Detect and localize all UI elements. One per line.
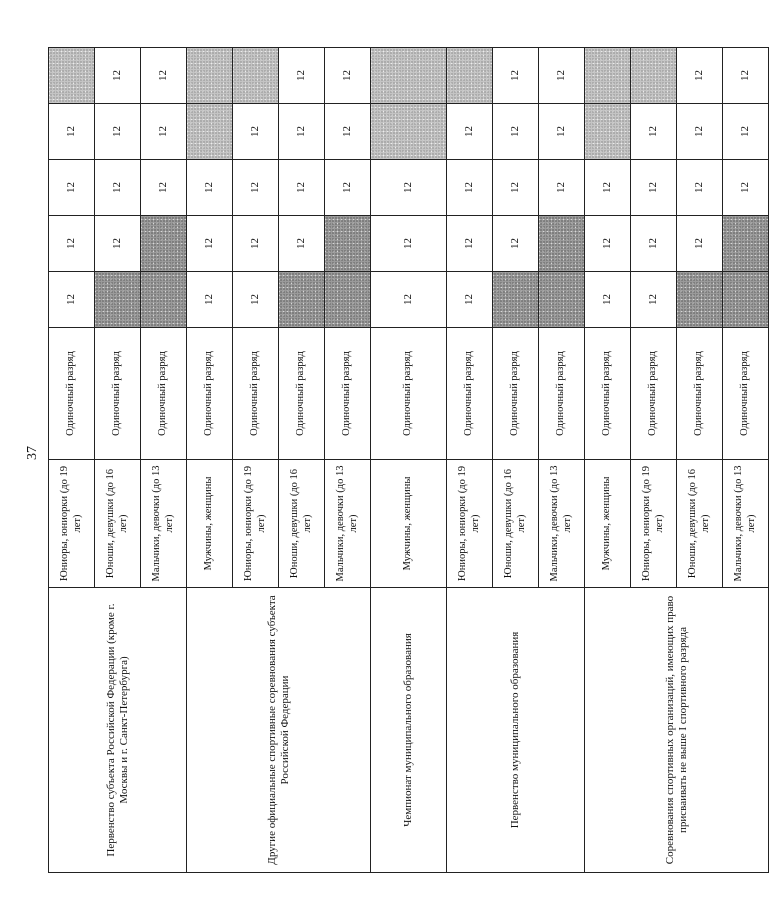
- shaded-cell: [187, 48, 233, 104]
- rank-type: Одиночный разряд: [493, 328, 539, 460]
- value-cell: 12: [187, 272, 233, 328]
- value-cell: 12: [447, 216, 493, 272]
- shaded-cell: [325, 272, 371, 328]
- value-cell: 12: [585, 216, 631, 272]
- table-body: [49, 48, 769, 873]
- shaded-cell: [95, 272, 141, 328]
- age-group: Юноши, девушки (до 16 лет): [95, 460, 141, 588]
- rank-type: Одиночный разряд: [539, 328, 585, 460]
- value-cell: 12: [95, 160, 141, 216]
- table-row: [447, 48, 493, 873]
- value-cell: 12: [141, 160, 187, 216]
- value-cell: 12: [325, 104, 371, 160]
- shaded-cell: [325, 216, 371, 272]
- value-cell: 12: [49, 160, 95, 216]
- value-cell: 12: [493, 48, 539, 104]
- value-cell: 12: [49, 216, 95, 272]
- shaded-cell: [493, 272, 539, 328]
- value-cell: 12: [539, 48, 585, 104]
- table-row: [49, 48, 95, 873]
- age-group: Юноши, девушки (до 16 лет): [279, 460, 325, 588]
- value-cell: 12: [233, 272, 279, 328]
- shaded-cell: [279, 272, 325, 328]
- rank-type: Одиночный разряд: [325, 328, 371, 460]
- age-group: Мужчины, женщины: [187, 460, 233, 588]
- rank-type: Одиночный разряд: [279, 328, 325, 460]
- value-cell: 12: [141, 104, 187, 160]
- shaded-cell: [141, 272, 187, 328]
- value-cell: 12: [447, 160, 493, 216]
- value-cell: 12: [49, 104, 95, 160]
- table-row: [585, 48, 631, 873]
- value-cell: 12: [631, 104, 677, 160]
- value-cell: 12: [187, 216, 233, 272]
- age-group: Мальчики, девочки (до 13 лет): [539, 460, 585, 588]
- value-cell: 12: [325, 160, 371, 216]
- shaded-cell: [631, 48, 677, 104]
- competition-name: Первенство муниципального образования: [447, 588, 585, 873]
- rank-type: Одиночный разряд: [723, 328, 769, 460]
- value-cell: 12: [95, 216, 141, 272]
- age-group: Юниоры, юниорки (до 19 лет): [233, 460, 279, 588]
- value-cell: 12: [631, 272, 677, 328]
- rank-type: Одиночный разряд: [49, 328, 95, 460]
- value-cell: 12: [325, 48, 371, 104]
- value-cell: 12: [539, 104, 585, 160]
- value-cell: 12: [447, 272, 493, 328]
- rank-type: Одиночный разряд: [187, 328, 233, 460]
- value-cell: 12: [233, 160, 279, 216]
- rank-type: Одиночный разряд: [677, 328, 723, 460]
- age-group: Мальчики, девочки (до 13 лет): [141, 460, 187, 588]
- shaded-cell: [49, 48, 95, 104]
- value-cell: 12: [723, 48, 769, 104]
- shaded-cell: [233, 48, 279, 104]
- value-cell: 12: [677, 104, 723, 160]
- value-cell: 12: [723, 160, 769, 216]
- table-row: [187, 48, 233, 873]
- value-cell: 12: [233, 104, 279, 160]
- shaded-cell: [539, 216, 585, 272]
- age-group: Мужчины, женщины: [371, 460, 447, 588]
- value-cell: 12: [493, 216, 539, 272]
- age-group: Юниоры, юниорки (до 19 лет): [447, 460, 493, 588]
- value-cell: 12: [539, 160, 585, 216]
- competition-name: Первенство субъекта Российской Федерации (кроме г. Москвы и г. Санкт-Петербурга): [49, 588, 187, 873]
- value-cell: 12: [141, 48, 187, 104]
- shaded-cell: [723, 272, 769, 328]
- value-cell: 12: [371, 216, 447, 272]
- value-cell: 12: [447, 104, 493, 160]
- value-cell: 12: [279, 160, 325, 216]
- age-group: Юноши, девушки (до 16 лет): [493, 460, 539, 588]
- value-cell: 12: [371, 272, 447, 328]
- value-cell: 12: [187, 160, 233, 216]
- rotated-table-wrapper: [48, 48, 757, 873]
- value-cell: 12: [279, 104, 325, 160]
- competition-name: Соревнования спортивных организаций, имеющих право присваивать не выше I спортивного разряда: [585, 588, 769, 873]
- shaded-cell: [371, 104, 447, 160]
- rank-type: Одиночный разряд: [95, 328, 141, 460]
- value-cell: 12: [279, 48, 325, 104]
- rank-type: Одиночный разряд: [585, 328, 631, 460]
- value-cell: 12: [723, 104, 769, 160]
- value-cell: 12: [677, 216, 723, 272]
- value-cell: 12: [371, 160, 447, 216]
- value-cell: 12: [49, 272, 95, 328]
- age-group: Юниоры, юниорки (до 19 лет): [631, 460, 677, 588]
- rank-type: Одиночный разряд: [371, 328, 447, 460]
- rank-type: Одиночный разряд: [631, 328, 677, 460]
- shaded-cell: [677, 272, 723, 328]
- value-cell: 12: [585, 272, 631, 328]
- value-cell: 12: [585, 160, 631, 216]
- rank-type: Одиночный разряд: [233, 328, 279, 460]
- shaded-cell: [585, 104, 631, 160]
- age-group: Мужчины, женщины: [585, 460, 631, 588]
- age-group: Мальчики, девочки (до 13 лет): [325, 460, 371, 588]
- competition-name: Чемпионат муниципального образования: [371, 588, 447, 873]
- value-cell: 12: [233, 216, 279, 272]
- shaded-cell: [371, 48, 447, 104]
- rank-type: Одиночный разряд: [141, 328, 187, 460]
- competition-name: Другие официальные спортивные соревнования субъекта Российской Федерации: [187, 588, 371, 873]
- shaded-cell: [585, 48, 631, 104]
- table-row: [371, 48, 447, 873]
- age-group: Мальчики, девочки (до 13 лет): [723, 460, 769, 588]
- value-cell: 12: [631, 160, 677, 216]
- shaded-cell: [539, 272, 585, 328]
- page-number: 37: [25, 446, 40, 460]
- value-cell: 12: [677, 160, 723, 216]
- value-cell: 12: [95, 48, 141, 104]
- rank-type: Одиночный разряд: [447, 328, 493, 460]
- value-cell: 12: [493, 104, 539, 160]
- shaded-cell: [141, 216, 187, 272]
- shaded-cell: [187, 104, 233, 160]
- sports-rank-table: [48, 47, 769, 873]
- value-cell: 12: [677, 48, 723, 104]
- shaded-cell: [447, 48, 493, 104]
- value-cell: 12: [493, 160, 539, 216]
- value-cell: 12: [279, 216, 325, 272]
- value-cell: 12: [95, 104, 141, 160]
- value-cell: 12: [631, 216, 677, 272]
- shaded-cell: [723, 216, 769, 272]
- age-group: Юноши, девушки (до 16 лет): [677, 460, 723, 588]
- age-group: Юниоры, юниорки (до 19 лет): [49, 460, 95, 588]
